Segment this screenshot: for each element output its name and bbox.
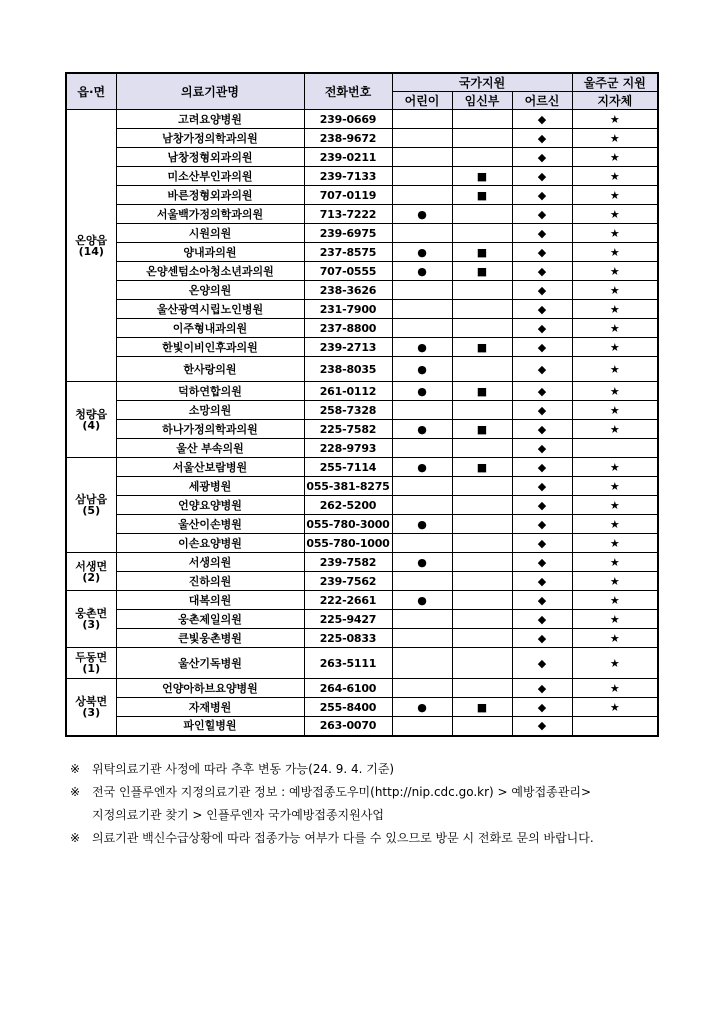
pregnant-support-mark: ■	[452, 243, 512, 262]
clinic-phone: 238-3626	[304, 281, 392, 300]
clinic-name: 큰빛웅촌병원	[116, 629, 304, 648]
elderly-support-mark: ◆	[512, 167, 572, 186]
local-support-mark: ★	[572, 515, 658, 534]
child-support-mark	[392, 717, 452, 736]
local-support-mark: ★	[572, 648, 658, 679]
clinic-name: 미소산부인과의원	[116, 167, 304, 186]
clinic-table	[65, 72, 659, 737]
child-support-mark	[392, 319, 452, 338]
clinic-name: 한사랑의원	[116, 357, 304, 382]
child-support-mark: ●	[392, 338, 452, 357]
clinic-phone: 231-7900	[304, 300, 392, 319]
clinic-phone: 262-5200	[304, 496, 392, 515]
child-support-mark	[392, 534, 452, 553]
local-support-mark	[572, 439, 658, 458]
region-cell	[66, 382, 116, 458]
elderly-support-mark: ◆	[512, 262, 572, 281]
clinic-name: 양내과의원	[116, 243, 304, 262]
clinic-phone: 239-0211	[304, 148, 392, 167]
clinic-phone: 225-7582	[304, 420, 392, 439]
clinic-phone: 264-6100	[304, 679, 392, 698]
elderly-support-mark: ◆	[512, 243, 572, 262]
local-support-mark: ★	[572, 167, 658, 186]
child-support-mark	[392, 186, 452, 205]
clinic-name: 울산기독병원	[116, 648, 304, 679]
region-name: 삼남읍	[75, 493, 108, 506]
local-support-mark: ★	[572, 382, 658, 401]
note-3: ※ 의료기관 백신수급상황에 따라 접종가능 여부가 다를 수 있으므로 방문 시 전화로 문의 바랍니다.	[70, 831, 594, 845]
clinic-name: 한빛이비인후과의원	[116, 338, 304, 357]
elderly-support-mark: ◆	[512, 357, 572, 382]
clinic-table-body	[66, 110, 658, 736]
pregnant-support-mark: ■	[452, 167, 512, 186]
pregnant-support-mark	[452, 300, 512, 319]
pregnant-support-mark: ■	[452, 458, 512, 477]
local-support-mark: ★	[572, 205, 658, 224]
region-count: (1)	[82, 662, 101, 675]
child-support-mark: ●	[392, 243, 452, 262]
table-row	[66, 477, 658, 496]
table-row	[66, 610, 658, 629]
elderly-support-mark: ◆	[512, 591, 572, 610]
child-support-mark: ●	[392, 262, 452, 281]
clinic-name: 파인힐병원	[116, 717, 304, 736]
table-row	[66, 186, 658, 205]
clinic-name: 서울산보람병원	[116, 458, 304, 477]
table-row	[66, 679, 658, 698]
table-row	[66, 167, 658, 186]
table-row	[66, 382, 658, 401]
region-count: (2)	[82, 570, 101, 584]
local-support-mark: ★	[572, 357, 658, 382]
table-row	[66, 224, 658, 243]
header-pregnant: 임신부	[452, 92, 512, 110]
table-row	[66, 534, 658, 553]
clinic-name: 남창가정의학과의원	[116, 129, 304, 148]
region-cell	[66, 110, 116, 382]
local-support-mark: ★	[572, 553, 658, 572]
elderly-support-mark: ◆	[512, 319, 572, 338]
child-support-mark: ●	[392, 515, 452, 534]
child-support-mark: ●	[392, 698, 452, 717]
local-support-mark: ★	[572, 698, 658, 717]
elderly-support-mark: ◆	[512, 110, 572, 129]
note-2-cont: 지정의료기관 찾기 > 인플루엔자 국가예방접종지원사업	[92, 808, 384, 822]
clinic-name: 세광병원	[116, 477, 304, 496]
clinic-name: 온양의원	[116, 281, 304, 300]
pregnant-support-mark: ■	[452, 186, 512, 205]
clinic-phone: 239-0669	[304, 110, 392, 129]
elderly-support-mark: ◆	[512, 205, 572, 224]
local-support-mark: ★	[572, 477, 658, 496]
child-support-mark: ●	[392, 420, 452, 439]
local-support-mark: ★	[572, 338, 658, 357]
local-support-mark: ★	[572, 591, 658, 610]
clinic-phone: 237-8800	[304, 319, 392, 338]
elderly-support-mark: ◆	[512, 679, 572, 698]
elderly-support-mark: ◆	[512, 648, 572, 679]
pregnant-support-mark	[452, 572, 512, 591]
pregnant-support-mark	[452, 648, 512, 679]
elderly-support-mark: ◆	[512, 515, 572, 534]
region-name: 청량읍	[75, 407, 108, 421]
elderly-support-mark: ◆	[512, 717, 572, 736]
clinic-name: 울산이손병원	[116, 515, 304, 534]
table-row	[66, 648, 658, 679]
pregnant-support-mark	[452, 401, 512, 420]
elderly-support-mark: ◆	[512, 439, 572, 458]
pregnant-support-mark	[452, 515, 512, 534]
clinic-name: 하나가정의학과의원	[116, 420, 304, 439]
pregnant-support-mark	[452, 281, 512, 300]
clinic-phone: 239-7562	[304, 572, 392, 591]
table-row	[66, 281, 658, 300]
note-1: ※ 위탁의료기관 사정에 따라 추후 변동 가능(24. 9. 4. 기준)	[70, 762, 395, 776]
table-row	[66, 262, 658, 281]
local-support-mark: ★	[572, 262, 658, 281]
pregnant-support-mark	[452, 477, 512, 496]
pregnant-support-mark: ■	[452, 262, 512, 281]
clinic-name: 언양아하브요양병원	[116, 679, 304, 698]
elderly-support-mark: ◆	[512, 148, 572, 167]
table-row	[66, 591, 658, 610]
pregnant-support-mark: ■	[452, 698, 512, 717]
pregnant-support-mark	[452, 534, 512, 553]
pregnant-support-mark	[452, 591, 512, 610]
region-cell	[66, 458, 116, 553]
region-cell	[66, 591, 116, 648]
elderly-support-mark: ◆	[512, 496, 572, 515]
clinic-phone: 263-5111	[304, 648, 392, 679]
clinic-name: 울산광역시립노인병원	[116, 300, 304, 319]
table-row	[66, 553, 658, 572]
pregnant-support-mark	[452, 357, 512, 382]
elderly-support-mark: ◆	[512, 572, 572, 591]
table-row	[66, 698, 658, 717]
clinic-name: 온양센텀소아청소년과의원	[116, 262, 304, 281]
pregnant-support-mark	[452, 224, 512, 243]
child-support-mark	[392, 401, 452, 420]
local-support-mark: ★	[572, 629, 658, 648]
header-region: 읍·면	[66, 73, 116, 110]
elderly-support-mark: ◆	[512, 420, 572, 439]
table-row	[66, 496, 658, 515]
local-support-mark: ★	[572, 110, 658, 129]
clinic-phone: 261-0112	[304, 382, 392, 401]
pregnant-support-mark	[452, 629, 512, 648]
clinic-name: 시원의원	[116, 224, 304, 243]
table-row	[66, 300, 658, 319]
region-count: (4)	[82, 418, 101, 432]
region-name: 웅촌면	[75, 607, 108, 620]
elderly-support-mark: ◆	[512, 129, 572, 148]
header-phone: 전화번호	[304, 73, 392, 110]
region-name: 온양읍	[75, 233, 108, 247]
local-support-mark	[572, 717, 658, 736]
pregnant-support-mark: ■	[452, 382, 512, 401]
child-support-mark: ●	[392, 357, 452, 382]
elderly-support-mark: ◆	[512, 300, 572, 319]
child-support-mark	[392, 439, 452, 458]
elderly-support-mark: ◆	[512, 698, 572, 717]
pregnant-support-mark	[452, 553, 512, 572]
table-row	[66, 110, 658, 129]
child-support-mark	[392, 648, 452, 679]
clinic-name: 울산 부속의원	[116, 439, 304, 458]
header-name: 의료기관명	[116, 73, 304, 110]
clinic-phone: 239-7582	[304, 553, 392, 572]
clinic-phone: 222-2661	[304, 591, 392, 610]
pregnant-support-mark	[452, 319, 512, 338]
header-child: 어린이	[392, 92, 452, 110]
local-support-mark: ★	[572, 572, 658, 591]
elderly-support-mark: ◆	[512, 629, 572, 648]
clinic-phone: 239-7133	[304, 167, 392, 186]
local-support-mark: ★	[572, 129, 658, 148]
pregnant-support-mark	[452, 129, 512, 148]
local-support-mark: ★	[572, 458, 658, 477]
child-support-mark: ●	[392, 553, 452, 572]
pregnant-support-mark: ■	[452, 338, 512, 357]
clinic-name: 남창정형외과의원	[116, 148, 304, 167]
child-support-mark	[392, 477, 452, 496]
clinic-phone: 238-9672	[304, 129, 392, 148]
table-row	[66, 401, 658, 420]
local-support-mark: ★	[572, 319, 658, 338]
local-support-mark: ★	[572, 186, 658, 205]
pregnant-support-mark	[452, 205, 512, 224]
clinic-phone: 228-9793	[304, 439, 392, 458]
pregnant-support-mark	[452, 496, 512, 515]
child-support-mark: ●	[392, 458, 452, 477]
child-support-mark	[392, 224, 452, 243]
elderly-support-mark: ◆	[512, 224, 572, 243]
pregnant-support-mark: ■	[452, 420, 512, 439]
clinic-phone: 225-9427	[304, 610, 392, 629]
header-local: 지자체	[572, 92, 658, 110]
header-elderly: 어르신	[512, 92, 572, 110]
clinic-phone: 713-7222	[304, 205, 392, 224]
clinic-name: 서울백가정의학과의원	[116, 205, 304, 224]
table-row	[66, 420, 658, 439]
region-name: 상북면	[75, 694, 108, 708]
table-row	[66, 458, 658, 477]
local-support-mark: ★	[572, 534, 658, 553]
region-cell	[66, 648, 116, 679]
pregnant-support-mark	[452, 679, 512, 698]
clinic-name: 대복의원	[116, 591, 304, 610]
table-row	[66, 572, 658, 591]
clinic-phone: 055-381-8275	[304, 477, 392, 496]
table-row	[66, 357, 658, 382]
clinic-name: 고려요양병원	[116, 110, 304, 129]
pregnant-support-mark	[452, 439, 512, 458]
clinic-name: 소망의원	[116, 401, 304, 420]
child-support-mark	[392, 679, 452, 698]
header-county: 울주군 지원	[572, 73, 658, 92]
pregnant-support-mark	[452, 717, 512, 736]
clinic-phone: 239-2713	[304, 338, 392, 357]
local-support-mark: ★	[572, 300, 658, 319]
local-support-mark: ★	[572, 610, 658, 629]
child-support-mark	[392, 629, 452, 648]
local-support-mark: ★	[572, 420, 658, 439]
child-support-mark: ●	[392, 382, 452, 401]
notes	[70, 758, 710, 850]
child-support-mark	[392, 148, 452, 167]
elderly-support-mark: ◆	[512, 477, 572, 496]
elderly-support-mark: ◆	[512, 281, 572, 300]
clinic-phone: 707-0555	[304, 262, 392, 281]
table-row	[66, 717, 658, 736]
local-support-mark: ★	[572, 224, 658, 243]
elderly-support-mark: ◆	[512, 338, 572, 357]
pregnant-support-mark	[452, 610, 512, 629]
child-support-mark	[392, 496, 452, 515]
table-row	[66, 205, 658, 224]
clinic-name: 덕하연합의원	[116, 382, 304, 401]
note-2: ※ 전국 인플루엔자 지정의료기관 정보 : 예방접종도우미(http://nip.cdc.go.kr) > 예방접종관리>	[70, 785, 592, 799]
region-name: 두동면	[75, 651, 108, 664]
elderly-support-mark: ◆	[512, 382, 572, 401]
clinic-phone: 258-7328	[304, 401, 392, 420]
clinic-name: 이손요양병원	[116, 534, 304, 553]
pregnant-support-mark	[452, 110, 512, 129]
clinic-name: 이주형내과의원	[116, 319, 304, 338]
local-support-mark: ★	[572, 243, 658, 262]
child-support-mark	[392, 167, 452, 186]
table-row	[66, 629, 658, 648]
child-support-mark: ●	[392, 205, 452, 224]
clinic-phone: 055-780-3000	[304, 515, 392, 534]
region-cell	[66, 679, 116, 736]
elderly-support-mark: ◆	[512, 186, 572, 205]
clinic-phone: 238-8035	[304, 357, 392, 382]
clinic-name: 서생의원	[116, 553, 304, 572]
local-support-mark: ★	[572, 281, 658, 300]
region-count: (5)	[82, 504, 101, 517]
clinic-phone: 255-8400	[304, 698, 392, 717]
region-cell	[66, 553, 116, 591]
clinic-phone: 237-8575	[304, 243, 392, 262]
elderly-support-mark: ◆	[512, 610, 572, 629]
local-support-mark: ★	[572, 401, 658, 420]
clinic-phone: 225-0833	[304, 629, 392, 648]
local-support-mark: ★	[572, 496, 658, 515]
table-row	[66, 148, 658, 167]
clinic-name: 언양요양병원	[116, 496, 304, 515]
pregnant-support-mark	[452, 148, 512, 167]
table-row	[66, 439, 658, 458]
elderly-support-mark: ◆	[512, 458, 572, 477]
table-row	[66, 515, 658, 534]
elderly-support-mark: ◆	[512, 534, 572, 553]
table-row	[66, 129, 658, 148]
clinic-phone: 055-780-1000	[304, 534, 392, 553]
header-national: 국가지원	[392, 73, 572, 92]
table-row	[66, 243, 658, 262]
clinic-name: 웅촌제일의원	[116, 610, 304, 629]
child-support-mark	[392, 300, 452, 319]
child-support-mark	[392, 129, 452, 148]
table-row	[66, 338, 658, 357]
child-support-mark	[392, 281, 452, 300]
table-row	[66, 319, 658, 338]
child-support-mark	[392, 572, 452, 591]
local-support-mark: ★	[572, 148, 658, 167]
child-support-mark: ●	[392, 591, 452, 610]
child-support-mark	[392, 110, 452, 129]
clinic-phone: 263-0070	[304, 717, 392, 736]
clinic-phone: 239-6975	[304, 224, 392, 243]
elderly-support-mark: ◆	[512, 553, 572, 572]
region-count: (14)	[78, 244, 104, 258]
clinic-name: 진하의원	[116, 572, 304, 591]
region-name: 서생면	[75, 559, 108, 573]
clinic-phone: 255-7114	[304, 458, 392, 477]
region-count: (3)	[82, 618, 101, 631]
region-count: (3)	[82, 705, 101, 719]
elderly-support-mark: ◆	[512, 401, 572, 420]
clinic-name: 바른정형외과의원	[116, 186, 304, 205]
local-support-mark: ★	[572, 679, 658, 698]
clinic-phone: 707-0119	[304, 186, 392, 205]
clinic-name: 자재병원	[116, 698, 304, 717]
child-support-mark	[392, 610, 452, 629]
